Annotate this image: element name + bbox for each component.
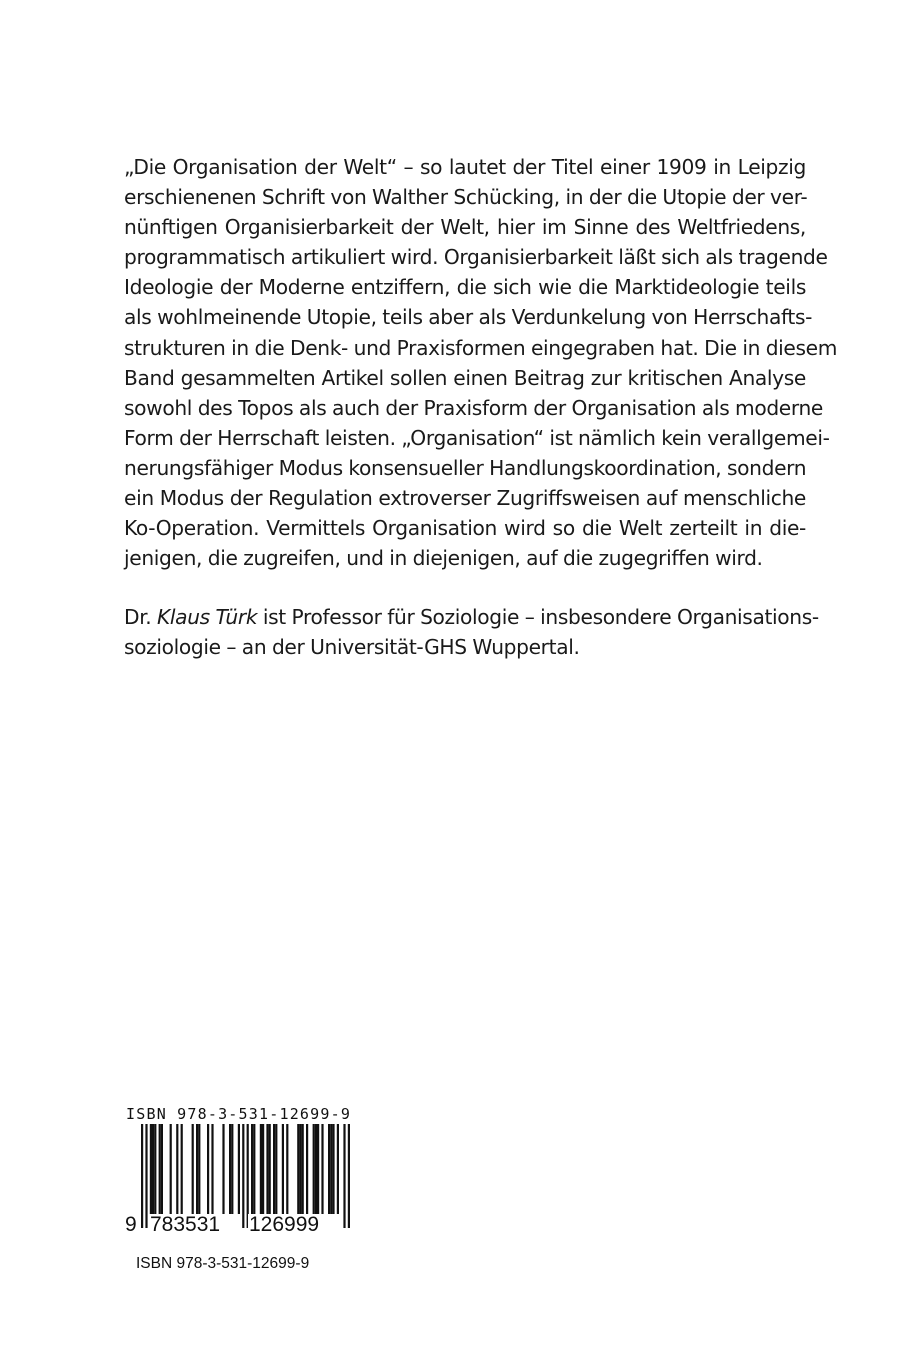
barcode-bar bbox=[229, 1124, 231, 1214]
barcode-bar bbox=[196, 1124, 198, 1214]
isbn-text: ISBN 978-3-531-12699-9 bbox=[136, 1255, 310, 1272]
barcode-bar bbox=[238, 1124, 240, 1214]
blurb-line-4: programmatisch artikuliert wird. Organisierbarkeit läßt sich als tragende bbox=[124, 245, 828, 270]
barcode-bar bbox=[299, 1124, 301, 1214]
barcode-bar bbox=[192, 1124, 194, 1214]
blurb-line-5: Ideologie der Moderne entziffern, die sich wie die Marktideologie teils bbox=[124, 275, 806, 300]
barcode-bar bbox=[306, 1124, 308, 1214]
barcode-bar bbox=[260, 1124, 262, 1214]
barcode-bar bbox=[170, 1124, 172, 1214]
barcode-bar bbox=[330, 1124, 332, 1214]
blurb-line-12: ein Modus der Regulation extroverser Zugriffsweisen auf menschliche bbox=[124, 486, 806, 511]
barcode-digits-right: 126999 bbox=[249, 1213, 320, 1236]
barcode-bar bbox=[273, 1124, 275, 1214]
barcode-bar bbox=[266, 1124, 268, 1214]
barcode-bar bbox=[275, 1124, 277, 1214]
barcode-bar bbox=[286, 1124, 288, 1214]
barcode-bar bbox=[198, 1124, 200, 1214]
blurb-line-2: erschienenen Schrift von Walther Schücking, in der die Utopie der ver- bbox=[124, 185, 808, 210]
barcode-bar bbox=[282, 1124, 284, 1214]
barcode-bar bbox=[152, 1124, 154, 1214]
barcode-bar bbox=[315, 1124, 317, 1214]
blurb-line-14: jenigen, die zugreifen, und in diejenigen, auf die zugegriffen wird. bbox=[124, 546, 763, 571]
blurb-line-8: Band gesammelten Artikel sollen einen Beitrag zur kritischen Analyse bbox=[124, 365, 806, 390]
barcode-bar bbox=[159, 1124, 161, 1214]
barcode-block bbox=[124, 1106, 354, 1236]
barcode-bar bbox=[231, 1124, 233, 1214]
barcode-bar bbox=[251, 1124, 253, 1214]
barcode-bar bbox=[328, 1124, 330, 1214]
barcode-bar bbox=[150, 1124, 152, 1214]
blurb-line-9: sowohl des Topos als auch der Praxisform der Organisation als moderne bbox=[124, 395, 823, 420]
barcode-bar bbox=[348, 1124, 350, 1228]
blurb-line-1: „Die Organisation der Welt“ – so lautet der Titel einer 1909 in Leipzig bbox=[124, 155, 806, 179]
barcode-bar bbox=[332, 1124, 334, 1214]
barcode-bar bbox=[161, 1124, 163, 1214]
barcode-bar bbox=[176, 1124, 178, 1214]
barcode-bar bbox=[141, 1124, 143, 1228]
blurb-line-3: nünftigen Organisierbarkeit der Welt, hier im Sinne des Weltfriedens, bbox=[124, 215, 806, 240]
barcode-isbn-label: ISBN 978-3-531-12699-9 bbox=[126, 1105, 352, 1123]
barcode-bar bbox=[154, 1124, 156, 1214]
blurb-line-6: als wohlmeinende Utopie, teils aber als Verdunkelung von Herrschafts- bbox=[124, 305, 813, 330]
author-bio bbox=[124, 602, 819, 662]
barcode-bar bbox=[343, 1124, 345, 1228]
author-title: Dr. bbox=[124, 605, 158, 629]
barcode-bar bbox=[297, 1124, 299, 1214]
barcode-bar bbox=[211, 1124, 213, 1214]
blurb-line-7: strukturen in die Denk- und Praxisformen eingegraben hat. Die in diesem bbox=[124, 335, 838, 360]
barcode-bar bbox=[253, 1124, 255, 1214]
barcode-bar bbox=[269, 1124, 271, 1214]
barcode-bar bbox=[302, 1124, 304, 1214]
blurb-line-10: Form der Herrschaft leisten. „Organisation“ ist nämlich kein verallgemei- bbox=[124, 425, 830, 450]
barcode-bar bbox=[242, 1124, 244, 1228]
barcode-bar bbox=[207, 1124, 209, 1214]
author-bio-line-1 bbox=[124, 602, 819, 632]
author-bio-text-1: ist Professor für Soziologie – insbesondere Organisations- bbox=[257, 605, 819, 629]
barcode-bar bbox=[321, 1124, 323, 1214]
author-bio-line-2: soziologie – an der Universität-GHS Wuppertal. bbox=[124, 635, 580, 660]
blurb-line-13: Ko-Operation. Vermittels Organisation wird so die Welt zerteilt in die- bbox=[124, 516, 806, 541]
blurb-text bbox=[124, 152, 838, 573]
barcode-bar bbox=[181, 1124, 183, 1214]
barcode-bar bbox=[145, 1124, 147, 1228]
author-name: Klaus Türk bbox=[157, 605, 258, 629]
blurb-line-11: nerungsfähiger Modus konsensueller Handlungskoordination, sondern bbox=[124, 455, 807, 480]
barcode-bar bbox=[313, 1124, 315, 1214]
barcode-bar bbox=[262, 1124, 264, 1214]
barcode-bar bbox=[317, 1124, 319, 1214]
barcode-bar bbox=[222, 1124, 224, 1214]
barcode-digits-left: 783531 bbox=[150, 1213, 221, 1236]
barcode-bar bbox=[337, 1124, 339, 1214]
barcode-digit-first: 9 bbox=[125, 1213, 137, 1236]
